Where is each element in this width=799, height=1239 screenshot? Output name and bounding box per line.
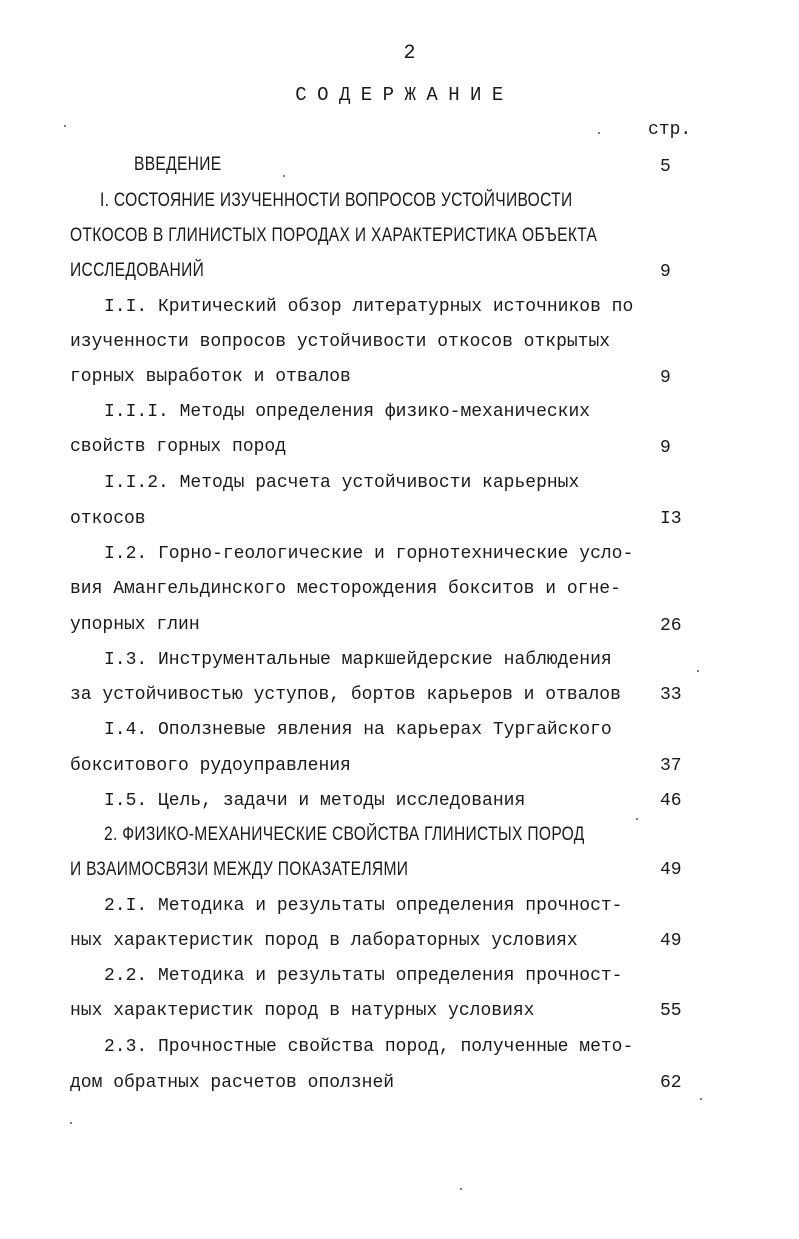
toc-line: И ВЗАИМОСВЯЗИ МЕЖДУ ПОКАЗАТЕЛЯМИ bbox=[70, 859, 409, 880]
toc-page-number: 55 bbox=[660, 1001, 682, 1021]
toc-page-number: 37 bbox=[660, 756, 682, 776]
toc-page-number: 9 bbox=[660, 438, 671, 458]
scan-speck bbox=[636, 818, 638, 820]
scan-speck bbox=[697, 670, 699, 672]
toc-line: ных характеристик пород в лабораторных условиях bbox=[70, 931, 578, 951]
toc-page-number: 49 bbox=[660, 931, 682, 951]
scan-speck bbox=[64, 125, 66, 127]
toc-page-number: I3 bbox=[660, 509, 682, 529]
page-number: 2 bbox=[403, 42, 416, 65]
toc-line: дом обратных расчетов оползней bbox=[70, 1073, 395, 1093]
scan-speck bbox=[283, 175, 285, 177]
toc-page-number: 33 bbox=[660, 685, 682, 705]
toc-page-number: 46 bbox=[660, 791, 682, 811]
toc-line: бокситового рудоуправления bbox=[70, 756, 351, 776]
toc-page-number: 5 bbox=[660, 157, 671, 177]
toc-line: ных характеристик пород в натурных условиях bbox=[70, 1001, 535, 1021]
toc-line: ВВЕДЕНИЕ bbox=[134, 154, 222, 175]
toc-line: I.I.I. Методы определения физико-механических bbox=[104, 402, 591, 422]
toc-line: вия Амангельдинского месторождения бокситов и огне- bbox=[70, 579, 621, 599]
toc-line: горных выработок и отвалов bbox=[70, 367, 351, 387]
scan-speck bbox=[700, 1098, 702, 1100]
page-column-label: стр. bbox=[648, 120, 692, 140]
toc-line: изученности вопросов устойчивости откосов открытых bbox=[70, 332, 611, 352]
toc-line: ОТКОСОВ В ГЛИНИСТЫХ ПОРОДАХ И ХАРАКТЕРИСТИКА ОБЪЕКТА bbox=[70, 225, 598, 246]
toc-line: I.3. Инструментальные маркшейдерские наблюдения bbox=[104, 650, 612, 670]
toc-line: 2.3. Прочностные свойства пород, полученные мето- bbox=[104, 1037, 634, 1057]
toc-page-number: 49 bbox=[660, 860, 682, 880]
toc-line: упорных глин bbox=[70, 615, 200, 635]
toc-line: 2. ФИЗИКО-МЕХАНИЧЕСКИЕ СВОЙСТВА ГЛИНИСТЫХ ПОРОД bbox=[104, 824, 585, 845]
toc-line: I.5. Цель, задачи и методы исследования bbox=[104, 791, 526, 811]
toc-line: ИССЛЕДОВАНИЙ bbox=[70, 260, 205, 281]
toc-page-number: 9 bbox=[660, 368, 671, 388]
scan-speck bbox=[70, 1122, 72, 1124]
scan-speck bbox=[460, 1188, 462, 1190]
toc-page-number: 9 bbox=[660, 262, 671, 282]
toc-line: откосов bbox=[70, 509, 146, 529]
toc-line: I.2. Горно-геологические и горнотехнические усло- bbox=[104, 544, 634, 564]
toc-line: 2.2. Методика и результаты определения прочност- bbox=[104, 966, 623, 986]
toc-line: 2.I. Методика и результаты определения прочност- bbox=[104, 896, 623, 916]
toc-page-number: 26 bbox=[660, 616, 682, 636]
toc-line: I. СОСТОЯНИЕ ИЗУЧЕННОСТИ ВОПРОСОВ УСТОЙЧИВОСТИ bbox=[100, 190, 573, 211]
scan-speck bbox=[598, 132, 600, 134]
toc-line: за устойчивостью уступов, бортов карьеров и отвалов bbox=[70, 685, 621, 705]
toc-line: I.4. Оползневые явления на карьерах Тургайского bbox=[104, 720, 612, 740]
toc-line: свойств горных пород bbox=[70, 437, 287, 457]
toc-line: I.I.2. Методы расчета устойчивости карьерных bbox=[104, 473, 580, 493]
contents-title: СОДЕРЖАНИЕ bbox=[295, 84, 514, 106]
toc-line: I.I. Критический обзор литературных источников по bbox=[104, 297, 634, 317]
toc-page-number: 62 bbox=[660, 1073, 682, 1093]
